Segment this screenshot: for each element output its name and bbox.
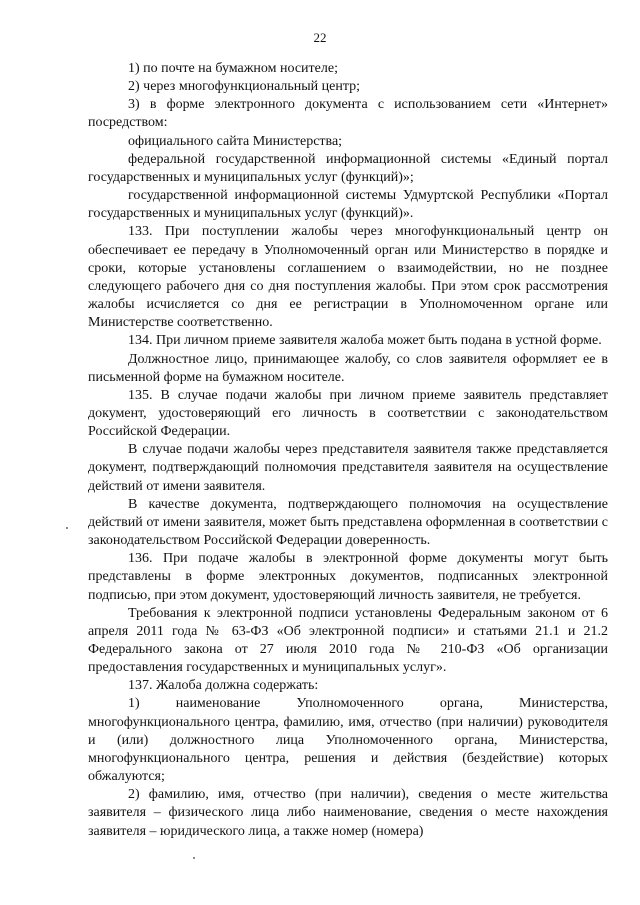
paragraph: 136. При подаче жалобы в электронной форме документы могут быть представлены в форме электронных документов, подписанных электронной подписью, при этом документ, удостоверяющий личность заявителя, не требуется. — [88, 551, 608, 603]
body-text — [88, 60, 608, 841]
paragraph: Должностное лицо, принимающее жалобу, со слов заявителя оформляет ее в письменной форме на бумажном носителе. — [88, 351, 608, 385]
paragraph: В случае подачи жалобы через представителя заявителя также представляется документ, подтверждающий полномочия представителя заявителя на осуществление действий от имени заявителя. — [88, 442, 608, 494]
paragraph: 2) фамилию, имя, отчество (при наличии), сведения о месте жительства заявителя – физического лица либо наименование, сведения о месте нахождения заявителя – юридического лица, а также номер (номера) — [88, 787, 608, 839]
page-number: 22 — [313, 30, 327, 45]
paragraph: В качестве документа, подтверждающего полномочия на осуществление действий от имени заявителя, может быть представлена оформленная в соответствии с законодательством Российской Федерации доверенность. — [88, 496, 608, 549]
paragraph: 1) наименование Уполномоченного органа, Министерства, многофункционального центра, фамилию, имя, отчество (при наличии) руководителя и (или) должностного лица Уполномоченного органа, Министерства, многофункционального центра, решения и действия (бездействие) которых обжалуются; — [88, 696, 608, 785]
paragraph: официального сайта Министерства; — [128, 133, 343, 149]
scan-speck — [66, 527, 68, 529]
paragraph: 3) в форме электронного документа с использованием сети «Интернет» посредством: — [88, 97, 608, 131]
paragraph: 135. В случае подачи жалобы при личном приеме заявитель представляет документ, удостоверяющий его личность в соответствии с законодательством Российской Федерации. — [88, 387, 608, 440]
paragraph: федеральной государственной информационной системы «Единый портал государственных и муниципальных услуг (функций)»; — [88, 151, 608, 185]
scan-speck — [193, 857, 195, 859]
paragraph: 1) по почте на бумажном носителе; — [128, 61, 338, 76]
paragraph: 134. При личном приеме заявителя жалоба может быть подана в устной форме. — [128, 333, 602, 349]
paragraph: государственной информационной системы Удмуртской Республики «Портал государственных и муниципальных услуг (функций)». — [88, 188, 608, 222]
paragraph: 2) через многофункциональный центр; — [128, 79, 361, 95]
paragraph: Требования к электронной подписи установлены Федеральным законом от 6 апреля 2011 года № 63-ФЗ «Об электронной подписи» и статьями 21.1 и 21.2 Федерального закона от 27 июля 2010 года № 210-ФЗ «Об организации предоставления государственных и муниципальных услуг». — [88, 605, 608, 676]
paragraph: 133. При поступлении жалобы через многофункциональный центр он обеспечивает ее передачу в Уполномоченный орган или Министерство в порядке и сроки, которые установлены соглашением о взаимодействии, но не позднее следующего рабочего дня со дня поступления жалобы. При этом срок рассмотрения жалобы исчисляется со дня ее регистрации в Уполномоченном органе или Министерстве соответственно. — [88, 224, 608, 331]
paragraph: 137. Жалоба должна содержать: — [128, 678, 319, 694]
